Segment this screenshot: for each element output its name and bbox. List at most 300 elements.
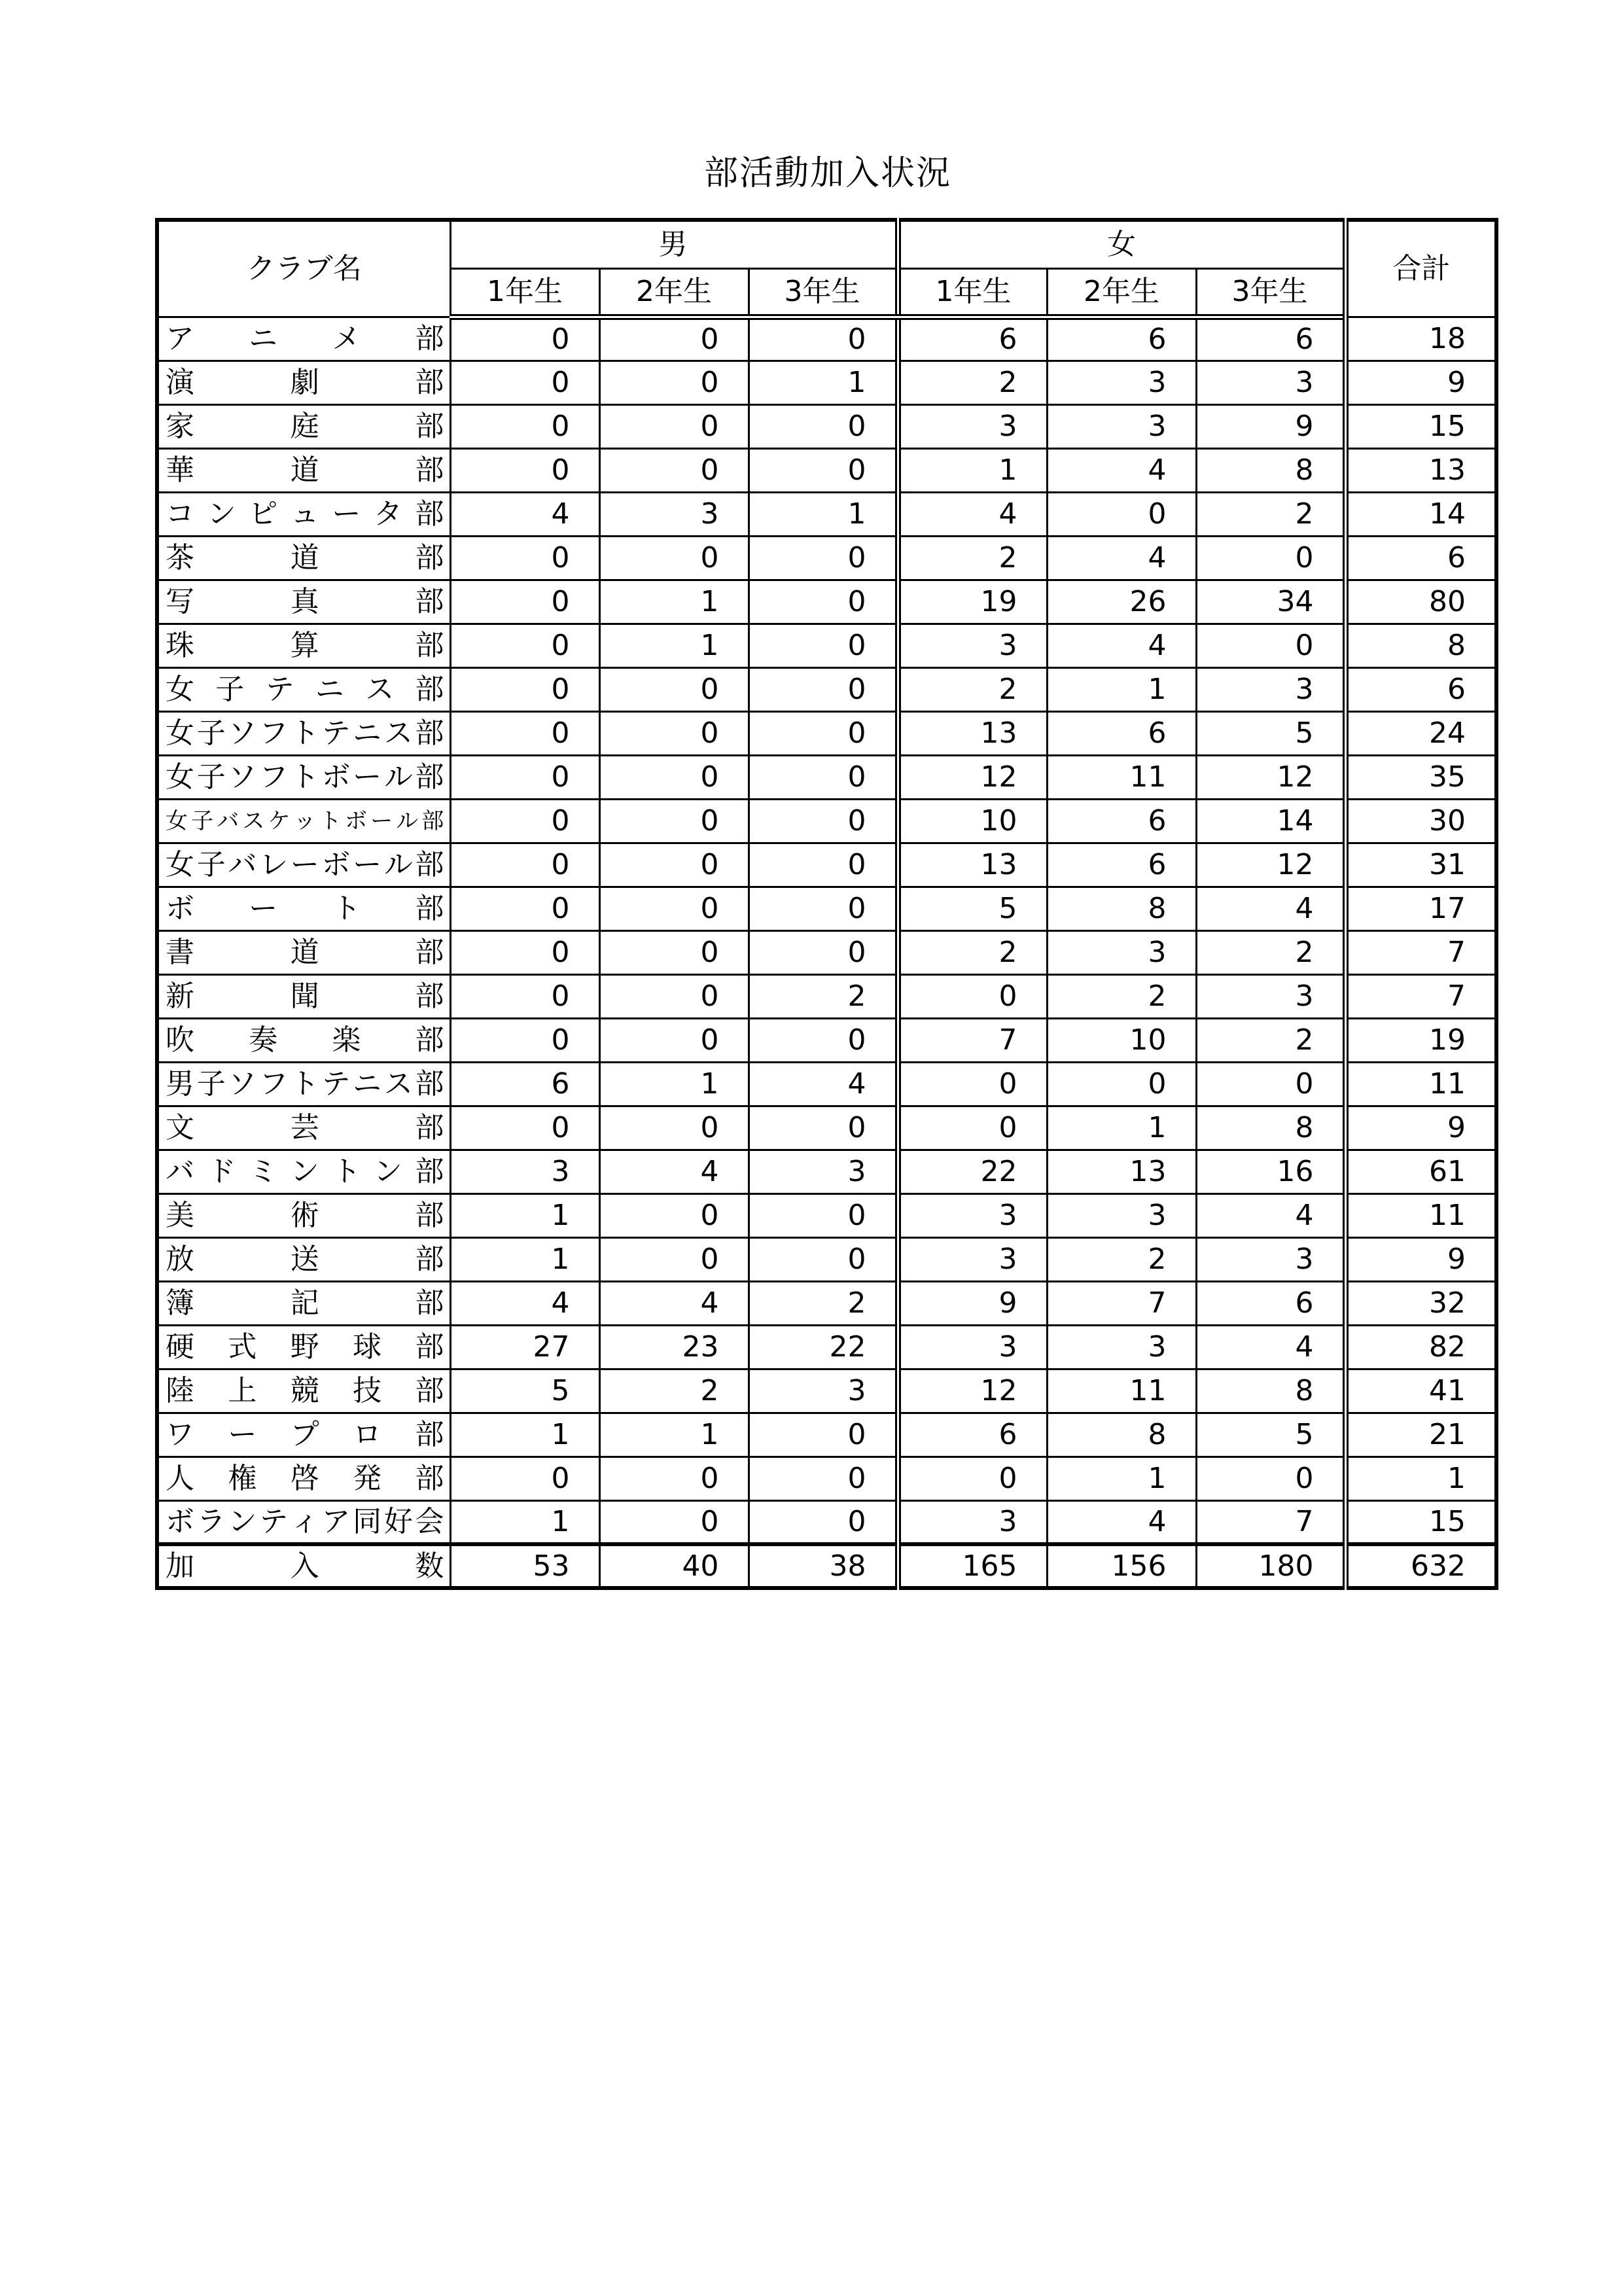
table-row xyxy=(157,887,1496,930)
total-cell: 35 xyxy=(1345,755,1496,799)
club-name: 男 子 ソ フ ト テ ニ ス 部 xyxy=(166,1067,444,1101)
male-count-cell: 0 xyxy=(599,536,749,580)
total-cell: 24 xyxy=(1345,711,1496,755)
club-name-cell xyxy=(157,1062,450,1106)
female-count-cell: 12 xyxy=(1196,843,1345,887)
male-count-cell: 0 xyxy=(749,404,898,448)
male-count-cell: 38 xyxy=(749,1544,898,1588)
male-count-cell: 1 xyxy=(749,492,898,536)
male-count-cell: 22 xyxy=(749,1325,898,1369)
club-name: 文 芸 部 xyxy=(166,1110,444,1144)
female-count-cell: 4 xyxy=(1196,1325,1345,1369)
female-count-cell: 8 xyxy=(1047,1413,1196,1457)
table-row xyxy=(157,974,1496,1018)
male-count-cell: 0 xyxy=(599,1500,749,1544)
club-name-cell xyxy=(157,492,450,536)
club-name: 女 子 ソ フ ト ボ ー ル 部 xyxy=(166,760,444,794)
grade-header: 2年生 xyxy=(599,268,749,317)
male-count-cell: 0 xyxy=(599,448,749,492)
club-name: 硬 式 野 球 部 xyxy=(166,1330,444,1364)
male-count-cell: 0 xyxy=(599,711,749,755)
female-count-cell: 3 xyxy=(898,1237,1047,1281)
female-count-cell: 0 xyxy=(1047,492,1196,536)
table-row xyxy=(157,1457,1496,1500)
female-count-cell: 4 xyxy=(1196,1193,1345,1237)
table-row xyxy=(157,317,1496,361)
female-count-cell: 3 xyxy=(1047,1325,1196,1369)
club-name: 華 道 部 xyxy=(166,453,444,487)
female-count-cell: 7 xyxy=(1196,1500,1345,1544)
total-cell: 61 xyxy=(1345,1150,1496,1193)
total-cell: 6 xyxy=(1345,667,1496,711)
page-title: 部活動加入状況 xyxy=(703,154,951,193)
club-name-cell xyxy=(157,1544,450,1588)
male-count-cell: 0 xyxy=(599,974,749,1018)
table-row xyxy=(157,448,1496,492)
club-name: 美 術 部 xyxy=(166,1198,444,1232)
female-count-cell: 3 xyxy=(898,624,1047,667)
club-name-cell xyxy=(157,1413,450,1457)
male-count-cell: 2 xyxy=(599,1369,749,1413)
table-row xyxy=(157,1413,1496,1457)
club-name: 女 子 ソ フ ト テ ニ ス 部 xyxy=(166,716,444,750)
female-count-cell: 4 xyxy=(1047,624,1196,667)
female-count-cell: 6 xyxy=(898,1413,1047,1457)
male-count-cell: 6 xyxy=(450,1062,599,1106)
female-header: 女 xyxy=(898,220,1345,268)
table-row xyxy=(157,1281,1496,1325)
club-name-cell xyxy=(157,448,450,492)
male-count-cell: 1 xyxy=(599,1413,749,1457)
total-cell: 14 xyxy=(1345,492,1496,536)
male-count-cell: 0 xyxy=(749,624,898,667)
total-cell: 18 xyxy=(1345,317,1496,361)
male-count-cell: 0 xyxy=(450,887,599,930)
club-name: 人 権 啓 発 部 xyxy=(166,1461,444,1495)
total-row xyxy=(157,1544,1496,1588)
male-count-cell: 0 xyxy=(599,404,749,448)
female-count-cell: 6 xyxy=(1196,317,1345,361)
club-name: 女 子 バ レ ー ボ ー ル 部 xyxy=(166,847,444,881)
female-count-cell: 3 xyxy=(1047,361,1196,404)
female-count-cell: 9 xyxy=(898,1281,1047,1325)
male-count-cell: 0 xyxy=(450,1106,599,1150)
club-name-cell xyxy=(157,843,450,887)
female-count-cell: 13 xyxy=(898,843,1047,887)
total-cell: 80 xyxy=(1345,580,1496,624)
club-name: 放 送 部 xyxy=(166,1242,444,1276)
table-row xyxy=(157,1018,1496,1062)
male-count-cell: 0 xyxy=(749,448,898,492)
male-count-cell: 0 xyxy=(749,755,898,799)
male-count-cell: 5 xyxy=(450,1369,599,1413)
club-name: 簿 記 部 xyxy=(166,1286,444,1320)
table-row xyxy=(157,667,1496,711)
table-row xyxy=(157,580,1496,624)
club-name-cell xyxy=(157,887,450,930)
female-count-cell: 8 xyxy=(1196,448,1345,492)
female-count-cell: 0 xyxy=(898,1106,1047,1150)
club-name: バ ド ミ ン ト ン 部 xyxy=(166,1154,444,1188)
club-name-cell xyxy=(157,1150,450,1193)
female-count-cell: 3 xyxy=(1196,1237,1345,1281)
club-name: ボ ラ ン テ ィ ア 同 好 会 xyxy=(166,1504,444,1538)
male-count-cell: 0 xyxy=(749,930,898,974)
male-count-cell: 0 xyxy=(749,843,898,887)
female-count-cell: 3 xyxy=(898,1500,1047,1544)
male-count-cell: 0 xyxy=(599,1018,749,1062)
female-count-cell: 165 xyxy=(898,1544,1047,1588)
male-count-cell: 1 xyxy=(599,1062,749,1106)
club-name: ア ニ メ 部 xyxy=(166,321,444,355)
total-cell: 9 xyxy=(1345,1237,1496,1281)
club-name: 女 子 テ ニ ス 部 xyxy=(166,672,444,706)
male-header: 男 xyxy=(450,220,898,268)
table-row xyxy=(157,1150,1496,1193)
table-row xyxy=(157,1193,1496,1237)
female-count-cell: 10 xyxy=(1047,1018,1196,1062)
female-count-cell: 3 xyxy=(898,1193,1047,1237)
female-count-cell: 0 xyxy=(1196,1457,1345,1500)
club-name-header: クラブ名 xyxy=(157,220,450,317)
female-count-cell: 34 xyxy=(1196,580,1345,624)
male-count-cell: 0 xyxy=(599,667,749,711)
club-name: 茶 道 部 xyxy=(166,540,444,574)
male-count-cell: 0 xyxy=(749,887,898,930)
female-count-cell: 2 xyxy=(1047,974,1196,1018)
table-row xyxy=(157,492,1496,536)
female-count-cell: 12 xyxy=(898,755,1047,799)
grade-header: 1年生 xyxy=(898,268,1047,317)
female-count-cell: 4 xyxy=(898,492,1047,536)
female-count-cell: 3 xyxy=(1047,404,1196,448)
female-count-cell: 0 xyxy=(1196,624,1345,667)
female-count-cell: 180 xyxy=(1196,1544,1345,1588)
female-count-cell: 1 xyxy=(1047,1457,1196,1500)
total-cell: 8 xyxy=(1345,624,1496,667)
female-count-cell: 3 xyxy=(1196,667,1345,711)
female-count-cell: 16 xyxy=(1196,1150,1345,1193)
female-count-cell: 3 xyxy=(898,404,1047,448)
male-count-cell: 0 xyxy=(599,755,749,799)
male-count-cell: 0 xyxy=(749,1457,898,1500)
female-count-cell: 10 xyxy=(898,799,1047,843)
male-count-cell: 27 xyxy=(450,1325,599,1369)
female-count-cell: 7 xyxy=(898,1018,1047,1062)
club-name: 写 真 部 xyxy=(166,584,444,618)
club-name-cell xyxy=(157,1457,450,1500)
club-name-cell xyxy=(157,404,450,448)
male-count-cell: 4 xyxy=(450,1281,599,1325)
table-row xyxy=(157,536,1496,580)
female-count-cell: 12 xyxy=(898,1369,1047,1413)
male-count-cell: 4 xyxy=(599,1150,749,1193)
female-count-cell: 11 xyxy=(1047,1369,1196,1413)
club-name-cell xyxy=(157,1369,450,1413)
male-count-cell: 0 xyxy=(450,624,599,667)
male-count-cell: 0 xyxy=(599,1457,749,1500)
female-count-cell: 6 xyxy=(1047,843,1196,887)
grade-header: 2年生 xyxy=(1047,268,1196,317)
table-row xyxy=(157,1237,1496,1281)
grade-header: 3年生 xyxy=(1196,268,1345,317)
club-name-cell xyxy=(157,1500,450,1544)
female-count-cell: 1 xyxy=(898,448,1047,492)
female-count-cell: 6 xyxy=(1047,799,1196,843)
male-count-cell: 23 xyxy=(599,1325,749,1369)
male-count-cell: 1 xyxy=(450,1413,599,1457)
male-count-cell: 4 xyxy=(749,1062,898,1106)
club-name-cell xyxy=(157,580,450,624)
female-count-cell: 3 xyxy=(1047,1193,1196,1237)
total-cell: 7 xyxy=(1345,974,1496,1018)
club-name: 演 劇 部 xyxy=(166,365,444,399)
female-count-cell: 0 xyxy=(898,1457,1047,1500)
club-name: コ ン ピ ュ ー タ 部 xyxy=(166,497,444,531)
club-name: ワ ー プ ロ 部 xyxy=(166,1417,444,1451)
male-count-cell: 0 xyxy=(749,536,898,580)
female-count-cell: 26 xyxy=(1047,580,1196,624)
male-count-cell: 0 xyxy=(749,317,898,361)
total-cell: 31 xyxy=(1345,843,1496,887)
male-count-cell: 40 xyxy=(599,1544,749,1588)
club-name: 吹 奏 楽 部 xyxy=(166,1023,444,1057)
club-name: ボ ー ト 部 xyxy=(166,891,444,925)
total-header: 合計 xyxy=(1345,220,1496,317)
female-count-cell: 6 xyxy=(1047,711,1196,755)
club-name-cell xyxy=(157,755,450,799)
total-cell: 11 xyxy=(1345,1193,1496,1237)
club-name-cell xyxy=(157,930,450,974)
male-count-cell: 0 xyxy=(599,799,749,843)
female-count-cell: 2 xyxy=(898,536,1047,580)
header-row xyxy=(157,220,1496,268)
female-count-cell: 14 xyxy=(1196,799,1345,843)
male-count-cell: 0 xyxy=(599,887,749,930)
female-count-cell: 0 xyxy=(1196,1062,1345,1106)
club-name: 書 道 部 xyxy=(166,935,444,969)
female-count-cell: 6 xyxy=(1047,317,1196,361)
female-count-cell: 3 xyxy=(1196,974,1345,1018)
table-row xyxy=(157,404,1496,448)
table-row xyxy=(157,799,1496,843)
male-count-cell: 0 xyxy=(450,974,599,1018)
male-count-cell: 0 xyxy=(749,667,898,711)
male-count-cell: 0 xyxy=(599,1193,749,1237)
male-count-cell: 1 xyxy=(450,1500,599,1544)
table-row xyxy=(157,755,1496,799)
male-count-cell: 1 xyxy=(599,580,749,624)
club-name-cell xyxy=(157,1193,450,1237)
male-count-cell: 0 xyxy=(450,799,599,843)
total-cell: 9 xyxy=(1345,361,1496,404)
male-count-cell: 1 xyxy=(749,361,898,404)
male-count-cell: 0 xyxy=(749,1106,898,1150)
male-count-cell: 0 xyxy=(599,361,749,404)
club-name-cell xyxy=(157,1325,450,1369)
total-cell: 11 xyxy=(1345,1062,1496,1106)
total-cell: 6 xyxy=(1345,536,1496,580)
female-count-cell: 12 xyxy=(1196,755,1345,799)
male-count-cell: 1 xyxy=(599,624,749,667)
club-membership-table xyxy=(155,218,1498,1590)
female-count-cell: 11 xyxy=(1047,755,1196,799)
club-name: 珠 算 部 xyxy=(166,628,444,662)
male-count-cell: 3 xyxy=(450,1150,599,1193)
male-count-cell: 0 xyxy=(599,1237,749,1281)
male-count-cell: 0 xyxy=(450,755,599,799)
male-count-cell: 4 xyxy=(450,492,599,536)
club-name: 女 子 バ ス ケ ッ ト ボ ー ル 部 xyxy=(166,807,444,834)
male-count-cell: 0 xyxy=(450,843,599,887)
female-count-cell: 2 xyxy=(1047,1237,1196,1281)
club-name: 陸 上 競 技 部 xyxy=(166,1373,444,1407)
male-count-cell: 0 xyxy=(749,1193,898,1237)
total-cell: 15 xyxy=(1345,404,1496,448)
male-count-cell: 0 xyxy=(749,580,898,624)
total-cell: 7 xyxy=(1345,930,1496,974)
female-count-cell: 5 xyxy=(1196,1413,1345,1457)
club-name-cell xyxy=(157,711,450,755)
club-name-cell xyxy=(157,1281,450,1325)
female-count-cell: 2 xyxy=(898,930,1047,974)
male-count-cell: 0 xyxy=(749,1018,898,1062)
table-row xyxy=(157,1062,1496,1106)
male-count-cell: 3 xyxy=(599,492,749,536)
total-cell: 15 xyxy=(1345,1500,1496,1544)
club-name-cell xyxy=(157,1018,450,1062)
total-cell: 19 xyxy=(1345,1018,1496,1062)
club-name: 新 聞 部 xyxy=(166,979,444,1013)
female-count-cell: 2 xyxy=(1196,930,1345,974)
total-cell: 21 xyxy=(1345,1413,1496,1457)
club-name: 加 入 数 xyxy=(166,1549,444,1583)
female-count-cell: 3 xyxy=(898,1325,1047,1369)
male-count-cell: 0 xyxy=(450,711,599,755)
female-count-cell: 4 xyxy=(1196,887,1345,930)
female-count-cell: 6 xyxy=(1196,1281,1345,1325)
male-count-cell: 0 xyxy=(599,843,749,887)
club-name-cell xyxy=(157,974,450,1018)
male-count-cell: 4 xyxy=(599,1281,749,1325)
male-count-cell: 0 xyxy=(450,536,599,580)
male-count-cell: 0 xyxy=(450,404,599,448)
club-name-cell xyxy=(157,799,450,843)
club-name-cell xyxy=(157,1237,450,1281)
male-count-cell: 53 xyxy=(450,1544,599,1588)
male-count-cell: 0 xyxy=(450,580,599,624)
female-count-cell: 5 xyxy=(1196,711,1345,755)
female-count-cell: 22 xyxy=(898,1150,1047,1193)
male-count-cell: 0 xyxy=(450,1457,599,1500)
club-name-cell xyxy=(157,1106,450,1150)
female-count-cell: 0 xyxy=(1196,536,1345,580)
female-count-cell: 3 xyxy=(1196,361,1345,404)
male-count-cell: 0 xyxy=(450,361,599,404)
male-count-cell: 0 xyxy=(450,317,599,361)
male-count-cell: 0 xyxy=(749,711,898,755)
female-count-cell: 7 xyxy=(1047,1281,1196,1325)
male-count-cell: 0 xyxy=(450,930,599,974)
male-count-cell: 1 xyxy=(450,1193,599,1237)
male-count-cell: 0 xyxy=(749,1500,898,1544)
table-row xyxy=(157,843,1496,887)
total-cell: 1 xyxy=(1345,1457,1496,1500)
female-count-cell: 2 xyxy=(898,361,1047,404)
total-cell: 9 xyxy=(1345,1106,1496,1150)
female-count-cell: 4 xyxy=(1047,448,1196,492)
female-count-cell: 6 xyxy=(898,317,1047,361)
female-count-cell: 1 xyxy=(1047,1106,1196,1150)
male-count-cell: 0 xyxy=(450,1018,599,1062)
total-cell: 41 xyxy=(1345,1369,1496,1413)
club-name-cell xyxy=(157,317,450,361)
total-cell: 30 xyxy=(1345,799,1496,843)
female-count-cell: 8 xyxy=(1196,1369,1345,1413)
total-cell: 32 xyxy=(1345,1281,1496,1325)
table-row xyxy=(157,1325,1496,1369)
table-body xyxy=(157,317,1496,1588)
table-row xyxy=(157,624,1496,667)
male-count-cell: 3 xyxy=(749,1369,898,1413)
table-row xyxy=(157,930,1496,974)
male-count-cell: 0 xyxy=(599,1106,749,1150)
table-row xyxy=(157,1106,1496,1150)
grade-header: 1年生 xyxy=(450,268,599,317)
female-count-cell: 13 xyxy=(1047,1150,1196,1193)
male-count-cell: 0 xyxy=(599,317,749,361)
male-count-cell: 2 xyxy=(749,1281,898,1325)
male-count-cell: 1 xyxy=(450,1237,599,1281)
female-count-cell: 2 xyxy=(1196,1018,1345,1062)
female-count-cell: 8 xyxy=(1196,1106,1345,1150)
male-count-cell: 3 xyxy=(749,1150,898,1193)
male-count-cell: 0 xyxy=(749,1237,898,1281)
total-cell: 632 xyxy=(1345,1544,1496,1588)
male-count-cell: 0 xyxy=(450,667,599,711)
female-count-cell: 2 xyxy=(1196,492,1345,536)
male-count-cell: 2 xyxy=(749,974,898,1018)
female-count-cell: 0 xyxy=(898,1062,1047,1106)
grade-header: 3年生 xyxy=(749,268,898,317)
club-name-cell xyxy=(157,667,450,711)
female-count-cell: 9 xyxy=(1196,404,1345,448)
female-count-cell: 19 xyxy=(898,580,1047,624)
club-name-cell xyxy=(157,624,450,667)
table-row xyxy=(157,1369,1496,1413)
male-count-cell: 0 xyxy=(450,448,599,492)
female-count-cell: 2 xyxy=(898,667,1047,711)
club-name: 家 庭 部 xyxy=(166,409,444,443)
female-count-cell: 3 xyxy=(1047,930,1196,974)
male-count-cell: 0 xyxy=(749,799,898,843)
female-count-cell: 13 xyxy=(898,711,1047,755)
male-count-cell: 0 xyxy=(749,1413,898,1457)
female-count-cell: 1 xyxy=(1047,667,1196,711)
female-count-cell: 4 xyxy=(1047,536,1196,580)
male-count-cell: 0 xyxy=(599,930,749,974)
female-count-cell: 4 xyxy=(1047,1500,1196,1544)
table-row xyxy=(157,361,1496,404)
female-count-cell: 0 xyxy=(1047,1062,1196,1106)
table-row xyxy=(157,711,1496,755)
female-count-cell: 156 xyxy=(1047,1544,1196,1588)
club-name-cell xyxy=(157,536,450,580)
female-count-cell: 8 xyxy=(1047,887,1196,930)
club-name-cell xyxy=(157,361,450,404)
female-count-cell: 0 xyxy=(898,974,1047,1018)
total-cell: 82 xyxy=(1345,1325,1496,1369)
